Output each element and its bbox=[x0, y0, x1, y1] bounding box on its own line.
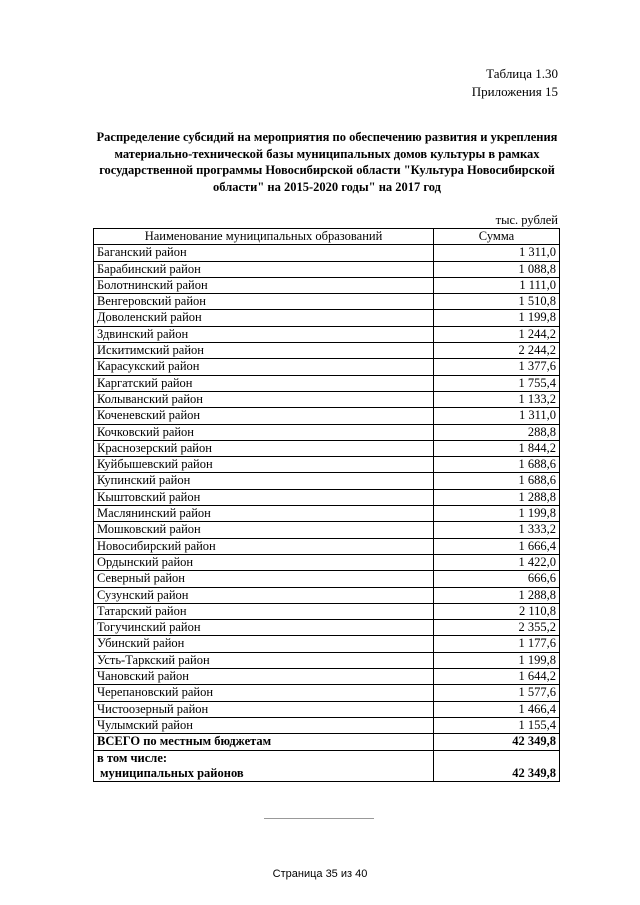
title-line: области" на 2015-2020 годы" на 2017 год bbox=[213, 179, 441, 194]
table-header-row bbox=[94, 229, 560, 245]
table-row bbox=[94, 294, 560, 310]
district-sum: 1 422,0 bbox=[434, 554, 560, 570]
district-name: Маслянинский район bbox=[94, 506, 434, 522]
title-line: государственной программы Новосибирской области "Культура Новосибирской bbox=[99, 163, 555, 177]
district-sum: 1 088,8 bbox=[434, 261, 560, 277]
district-name: Искитимский район bbox=[94, 343, 434, 359]
district-name: Куйбышевский район bbox=[94, 457, 434, 473]
district-name: Новосибирский район bbox=[94, 538, 434, 554]
district-sum: 1 755,4 bbox=[434, 375, 560, 391]
district-sum: 1 688,6 bbox=[434, 473, 560, 489]
district-name: Коченевский район bbox=[94, 408, 434, 424]
district-name: Тогучинский район bbox=[94, 620, 434, 636]
subsidy-table bbox=[93, 228, 560, 782]
district-sum: 1 288,8 bbox=[434, 489, 560, 505]
table-row bbox=[94, 538, 560, 554]
district-sum: 1 311,0 bbox=[434, 245, 560, 261]
district-sum: 1 244,2 bbox=[434, 326, 560, 342]
footer-divider bbox=[264, 818, 374, 819]
district-name: Доволенский район bbox=[94, 310, 434, 326]
table-row bbox=[94, 261, 560, 277]
table-row bbox=[94, 620, 560, 636]
district-name: Сузунский район bbox=[94, 587, 434, 603]
district-sum: 1 333,2 bbox=[434, 522, 560, 538]
table-row bbox=[94, 571, 560, 587]
district-sum: 1 177,6 bbox=[434, 636, 560, 652]
table-row bbox=[94, 636, 560, 652]
district-name: Черепановский район bbox=[94, 685, 434, 701]
table-body bbox=[94, 245, 560, 734]
district-name: Болотнинский район bbox=[94, 277, 434, 293]
district-sum: 1 288,8 bbox=[434, 587, 560, 603]
table-row bbox=[94, 310, 560, 326]
table-row bbox=[94, 457, 560, 473]
table-row bbox=[94, 277, 560, 293]
table-row bbox=[94, 652, 560, 668]
district-name: Чановский район bbox=[94, 669, 434, 685]
district-sum: 1 111,0 bbox=[434, 277, 560, 293]
district-sum: 666,6 bbox=[434, 571, 560, 587]
district-name: Венгеровский район bbox=[94, 294, 434, 310]
district-name: Татарский район bbox=[94, 603, 434, 619]
title-line: материально-технической базы муниципальных домов культуры в рамках bbox=[114, 146, 540, 161]
table-row bbox=[94, 717, 560, 733]
table-row bbox=[94, 685, 560, 701]
table-row bbox=[94, 554, 560, 570]
column-header-name: Наименование муниципальных образований bbox=[94, 229, 434, 245]
table-row bbox=[94, 391, 560, 407]
district-sum: 1 199,8 bbox=[434, 310, 560, 326]
district-name: Северный район bbox=[94, 571, 434, 587]
district-sum: 2 355,2 bbox=[434, 620, 560, 636]
district-sum: 2 110,8 bbox=[434, 603, 560, 619]
district-sum: 1 133,2 bbox=[434, 391, 560, 407]
district-sum: 2 244,2 bbox=[434, 343, 560, 359]
table-row bbox=[94, 343, 560, 359]
table-row bbox=[94, 408, 560, 424]
district-name: Усть-Таркский район bbox=[94, 652, 434, 668]
districts-sum: 42 349,8 bbox=[434, 766, 560, 782]
district-name: Купинский район bbox=[94, 473, 434, 489]
district-name: Каргатский район bbox=[94, 375, 434, 391]
district-sum: 1 199,8 bbox=[434, 506, 560, 522]
district-sum: 1 510,8 bbox=[434, 294, 560, 310]
table-row bbox=[94, 603, 560, 619]
appendix-number: Приложения 15 bbox=[471, 84, 558, 99]
total-sum: 42 349,8 bbox=[434, 734, 560, 750]
table-row bbox=[94, 375, 560, 391]
table-row bbox=[94, 359, 560, 375]
district-sum: 1 666,4 bbox=[434, 538, 560, 554]
table-row bbox=[94, 489, 560, 505]
district-name: Барабинский район bbox=[94, 261, 434, 277]
table-row bbox=[94, 587, 560, 603]
page-number: Страница 35 из 40 bbox=[272, 868, 368, 880]
table-row bbox=[94, 506, 560, 522]
table-row bbox=[94, 424, 560, 440]
district-name: Кыштовский район bbox=[94, 489, 434, 505]
table-row bbox=[94, 245, 560, 261]
district-sum: 1 844,2 bbox=[434, 440, 560, 456]
district-sum: 1 377,6 bbox=[434, 359, 560, 375]
column-header-sum: Сумма bbox=[434, 229, 560, 245]
units-label: тыс. рублей bbox=[495, 213, 558, 227]
total-label: ВСЕГО по местным бюджетам bbox=[94, 734, 434, 750]
district-name: Здвинский район bbox=[94, 326, 434, 342]
district-name: Колыванский район bbox=[94, 391, 434, 407]
district-name: Краснозерский район bbox=[94, 440, 434, 456]
district-name: Убинский район bbox=[94, 636, 434, 652]
district-sum: 1 644,2 bbox=[434, 669, 560, 685]
total-row bbox=[94, 734, 560, 750]
including-label: в том числе: bbox=[94, 750, 434, 766]
districts-row bbox=[94, 766, 560, 782]
including-empty bbox=[434, 750, 560, 766]
district-sum: 1 688,6 bbox=[434, 457, 560, 473]
district-name: Чистоозерный район bbox=[94, 701, 434, 717]
district-sum: 1 577,6 bbox=[434, 685, 560, 701]
district-sum: 1 199,8 bbox=[434, 652, 560, 668]
including-row bbox=[94, 750, 560, 766]
district-name: Баганский район bbox=[94, 245, 434, 261]
district-name: Ордынский район bbox=[94, 554, 434, 570]
table-row bbox=[94, 326, 560, 342]
table-number: Таблица 1.30 bbox=[486, 66, 558, 81]
district-name: Карасукский район bbox=[94, 359, 434, 375]
district-sum: 1 155,4 bbox=[434, 717, 560, 733]
title-line: Распределение субсидий на мероприятия по обеспечению развития и укрепления bbox=[96, 130, 558, 144]
district-sum: 1 311,0 bbox=[434, 408, 560, 424]
table-row bbox=[94, 440, 560, 456]
district-sum: 288,8 bbox=[434, 424, 560, 440]
district-name: Кочковский район bbox=[94, 424, 434, 440]
district-name: Чулымский район bbox=[94, 717, 434, 733]
table-row bbox=[94, 669, 560, 685]
document-title bbox=[96, 129, 558, 195]
district-sum: 1 466,4 bbox=[434, 701, 560, 717]
table-row bbox=[94, 522, 560, 538]
districts-label: муниципальных районов bbox=[94, 766, 434, 782]
district-name: Мошковский район bbox=[94, 522, 434, 538]
table-row bbox=[94, 473, 560, 489]
table-row bbox=[94, 701, 560, 717]
